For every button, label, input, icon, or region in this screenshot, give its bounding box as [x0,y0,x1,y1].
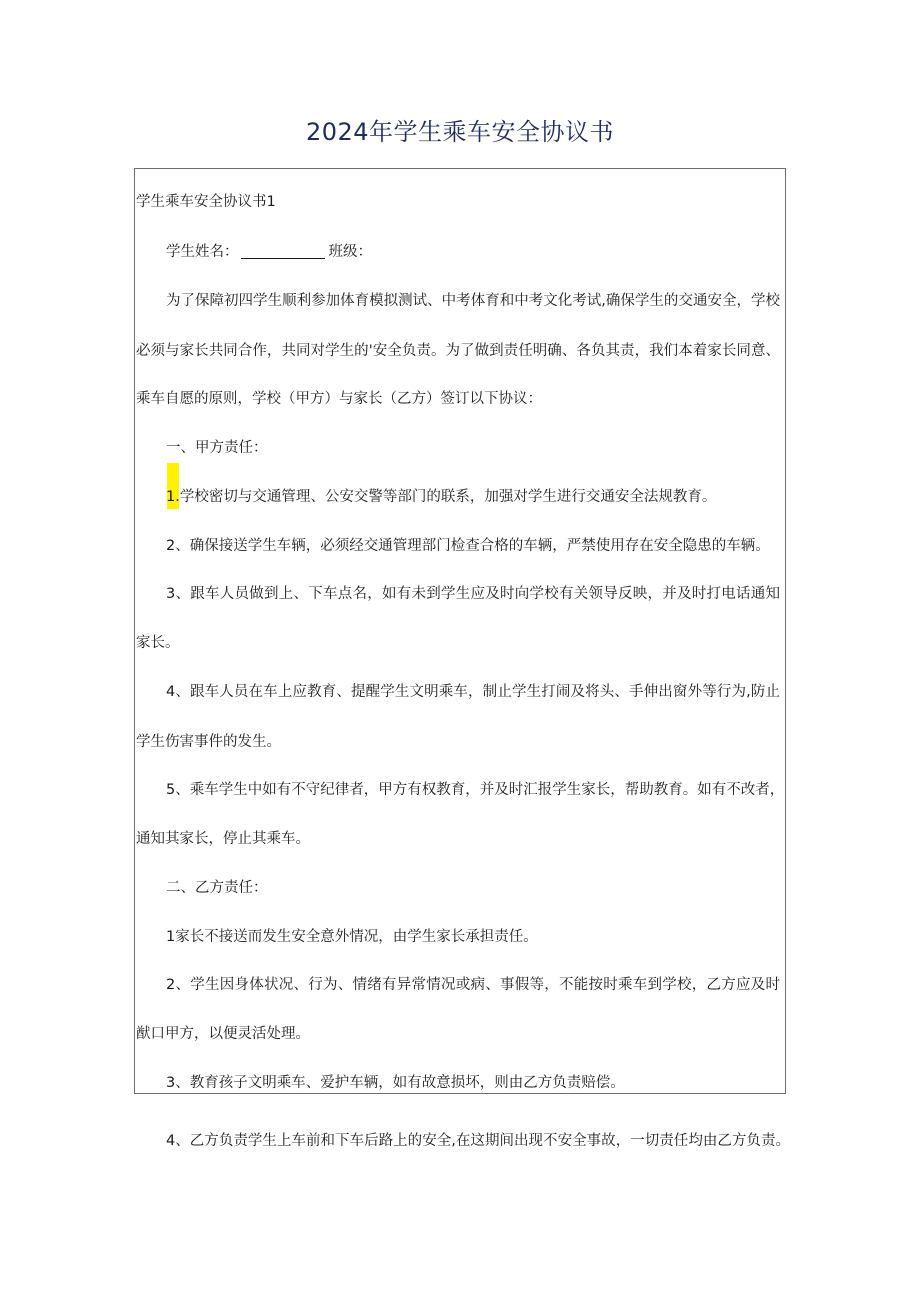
party-b-item-2-line-1: 2、学生因身体状况、行为、情绪有异常情况或病、事假等，不能按时乘车到学校，乙方应及时 [166,977,780,993]
party-a-item-1: 1.学校密切与交通管理、公安交警等部门的联系，加强对学生进行交通安全法规教育。 [166,489,717,505]
student-name-label: 学生姓名： [166,244,239,260]
party-a-item-4-line-2: 学生伤害事件的发生。 [136,734,281,750]
party-a-item-3-line-1: 3、跟车人员做到上、下车点名，如有未到学生应及时向学校有关领导反映，并及时打电话通知 [166,586,780,602]
intro-line-1: 为了保障初四学生顺利参加体育模拟测试、中考体育和中考文化考试,确保学生的交通安全，学校 [166,293,780,309]
student-info-line [166,241,372,263]
party-b-heading: 二、乙方责任： [166,880,268,896]
document-title: 2024年学生乘车安全协议书 [305,118,615,146]
intro-line-2: 必须与家长共同合作，共同对学生的'安全负责。为了做到责任明确、各负其责，我们本着家长同意、 [136,343,780,359]
party-a-item-2: 2、确保接送学生车辆，必须经交通管理部门检查合格的车辆，严禁使用存在安全隐患的车辆。 [166,538,770,554]
party-b-item-1: 1家长不接送而发生安全意外情况，由学生家长承担责任。 [166,929,538,945]
party-a-item-5-line-2: 通知其家长，停止其乘车。 [136,831,310,847]
party-a-item-3-line-2: 家长。 [136,635,180,651]
party-a-item-4-line-1: 4、跟车人员在车上应教育、提醒学生文明乘车，制止学生打闹及将头、手伸出窗外等行为,防止 [166,684,780,700]
party-a-heading: 一、甲方责任： [166,440,268,456]
party-b-item-2-line-2: 猷口甲方，以便灵活处理。 [136,1026,310,1042]
party-a-item-5-line-1: 5、乘车学生中如有不守纪律者，甲方有权教育，并及时汇报学生家长，帮助教育。如有不改者， [166,782,785,798]
intro-line-3: 乘车自愿的原则，学校（甲方）与家长（乙方）签订以下协议： [136,391,542,407]
party-b-item-3: 3、教育孩子文明乘车、爱护车辆，如有故意损坏，则由乙方负责赔偿。 [166,1075,625,1091]
section-heading: 学生乘车安全协议书1 [136,194,276,210]
student-name-blank [241,242,325,259]
class-label: 班级： [328,244,372,260]
party-b-item-4: 4、乙方负责学生上车前和下车后路上的安全,在这期间出现不安全事故，一切责任均由乙方负责。 [166,1133,790,1149]
